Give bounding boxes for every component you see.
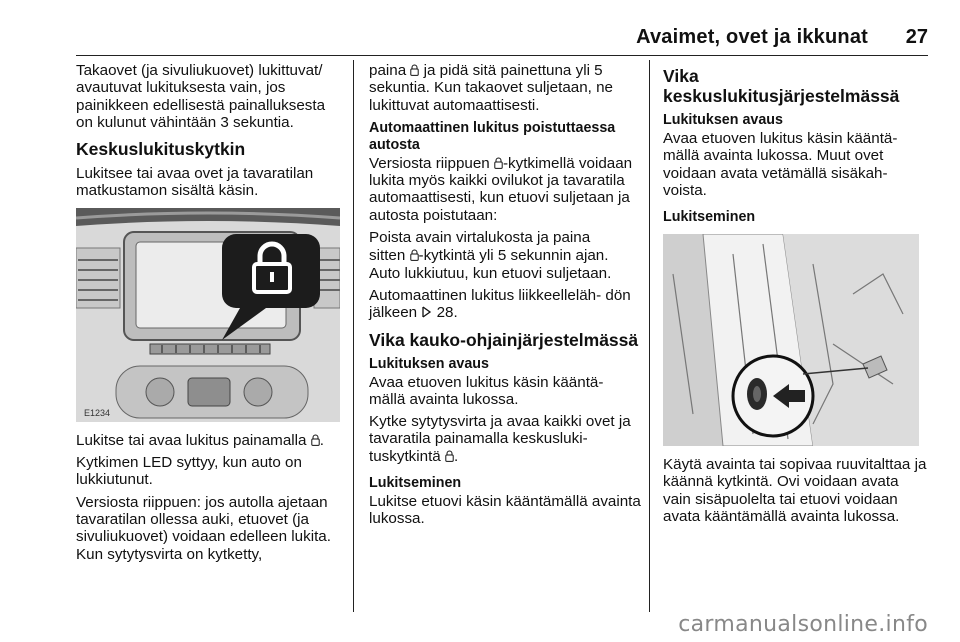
header-rule [76,55,928,56]
svg-text:E1234: E1234 [84,407,111,418]
subheading: Lukituksen avaus [663,112,783,128]
section-heading: Keskuslukituskytkin [76,139,246,160]
paragraph: Avaa etuoven lukitus käsin kääntä- mällä avainta lukossa. Muut ovet voidaan avata vetämällä sisäkah- voista. [663,130,898,199]
subheading: Lukitseminen [663,209,756,226]
column-2 [369,62,641,533]
dashboard-lock-switch-figure [76,208,340,422]
paragraph: Takaovet (ja sivuliukuovet) lukittuvat/ avautuvat lukituksesta vain, jos painikkeen edellisestä painalluksesta on kulunut vähintään 3 sekuntia. [76,62,326,131]
paragraph: sitten -kytkintä yli 5 sekunnin ajan. Auto lukkiutuu, kun etuovi suljetaan. [369,247,612,282]
paragraph: Versiosta riippuen -kytkimellä voidaan lukita myös kaikki ovilukot ja tavaratila automaattisesti, kun etuovi suljetaan ja autosta poistutaan: [369,154,633,224]
paragraph: Poista avain virtalukosta ja paina [369,229,591,247]
lock-icon [410,249,419,261]
page-reference-arrow-icon [421,306,432,318]
paragraph: Lukitse etuovi käsin kääntämällä avainta lukossa. [369,493,641,528]
paragraph: Automaattinen lukitus liikkeelleläh- dön jälkeen 28. [369,286,631,322]
paragraph: Lukitsee tai avaa ovet ja tavaratilan matkustamon sisältä käsin. [76,165,314,200]
column-1 [76,62,346,568]
page-number: 27 [905,26,928,48]
lock-icon [494,157,503,169]
watermark: carmanualsonline.info [678,612,928,637]
lock-icon [311,434,320,446]
paragraph: Avaa etuoven lukitus käsin kääntä- mällä avainta lukossa. [369,373,604,408]
column-3 [663,62,928,530]
column-divider [649,60,650,612]
door-lock-switch-figure [663,234,919,446]
paragraph: Kytke sytytysvirta ja avaa kaikki ovet ja tavaratila painamalla keskusluki- tuskytkintä . [369,413,631,465]
page-header [76,26,928,54]
paragraph: Versiosta riippuen: jos autolla ajetaan tavaratilan ollessa auki, etuovet (ja sivuliukuovet) voidaan edelleen lukita. Kun sytytysvirta on kytketty, [76,493,331,563]
paragraph: paina ja pidä sitä painettuna yli 5 sekuntia. Kun takaovet suljetaan, ne lukittuvat automaattisesti. [369,62,614,114]
paragraph: Käytä avainta tai sopivaa ruuvitalttaa ja käännä kytkintä. Ovi voidaan avata vain sisäpuolelta tai etuovi voidaan avata kääntämällä avainta lukossa. [663,456,927,526]
paragraph: Kytkimen LED syttyy, kun auto on lukkiutunut. [76,454,302,489]
subheading: Lukituksen avaus [369,355,489,372]
lock-icon [445,450,454,462]
section-heading: Vika kauko-ohjainjärjestelmässä [369,329,639,350]
subheading: Lukitseminen [369,475,462,492]
paragraph: Lukitse tai avaa lukitus painamalla . [76,431,324,449]
subheading: Automaattinen lukitus poistuttaessa autosta [369,119,616,153]
chapter-title: Avaimet, ovet ja ikkunat [636,26,868,48]
column-divider [353,60,354,612]
section-heading: Vika keskuslukitusjärjestelmässä [663,66,900,106]
